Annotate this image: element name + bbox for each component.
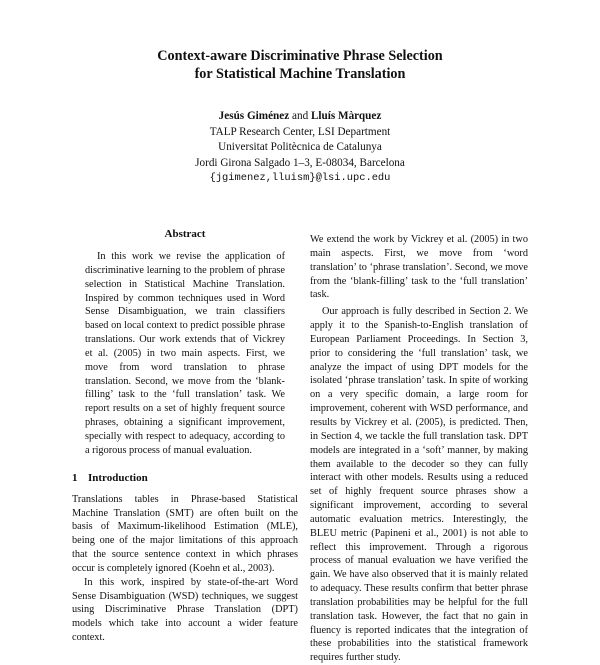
right-paragraph-1: We extend the work by Vickrey et al. (2005) in two main aspects. First, we move from ‘word translation’ to ‘phrase translation’. Second, we move from the ‘blank-filling’ task to the ‘full translation’ task. <box>310 234 528 301</box>
author-conjunction: and <box>292 110 309 122</box>
intro-paragraph-1: Translations tables in Phrase-based Statistical Machine Translation (SMT) are often built on the basis of Maximum-likelihood Estimation (MLE), being one of the major limitations of this approach that the source sentence context in which phrases occur is completely ignored (Koehn et al., 2003). <box>72 493 298 574</box>
paper-title <box>0 47 600 83</box>
author-block <box>0 109 600 187</box>
introduction-body <box>72 493 298 645</box>
intro-paragraph-2: In this work, inspired by state-of-the-art Word Sense Disambiguation (WSD) techniques, we suggest using Discriminative Phrase Translation (DPT) models which take into account a wider feature context. <box>72 576 298 644</box>
abstract <box>85 250 285 458</box>
affiliation-line-3: Jordi Girona Salgado 1–3, E-08034, Barcelona <box>195 156 405 169</box>
author-names <box>0 109 600 125</box>
section-heading-introduction <box>72 471 298 485</box>
author-1: Jesús Giménez <box>218 110 290 122</box>
title-line-2: for Statistical Machine Translation <box>194 66 406 82</box>
author-2: Lluís Màrquez <box>310 110 382 122</box>
affiliation-line-2: Universitat Politècnica de Catalunya <box>218 141 382 153</box>
right-paragraph-2: Our approach is fully described in Section 2. We apply it to the Spanish-to-English translation of European Parliament Proceedings. In Section 3, prior to considering the ‘full translation’ task, we analyze the impact of using DPT models for the isolated ‘phrase translation’ task. In spite of working on a very specific domain, a large room for improvement, coherent with WSD performance, and results by Vickrey et al. (2005), is predicted. Then, in Section 4, we tackle the full translation task. DPT models are integrated in a ‘soft’ manner, by making them available to the decoder so they can fully interact with other models. Results using a reduced set of highly frequent source phrases show a significant improvement, according to several automatic evaluation metrics. Interestingly, the BLEU metric (Papineni et al., 2001) is not able to reflect this improvement. Through a rigorous process of manual evaluation we have verified the gain. We have also observed that it is mainly related to adequacy. These results confirm that better phrase translation probabilities may be helpful for the full translation task. However, the fact that no gain in fluency is reported indicates that the integration of these probabilities into the statistical framework requires further study. <box>310 306 528 664</box>
abstract-heading: Abstract <box>164 228 206 240</box>
abstract-text: In this work we revise the application of discriminative learning to the problem of phrase selection in Statistical Machine Translation. Inspired by common techniques used in Word Sense Disambiguation, we train classifiers based on local context to predict possible phrase translations. Our work extends that of Vickrey et al. (2005) in two main aspects. First, we move from word translation to phrase translation. Second, we move from the ‘blank-filling’ task to the ‘full translation’ task. We report results on a set of highly frequent source phrases, obtaining a significant improvement, specially with respect to adequacy, according to a rigorous process of manual evaluation. <box>85 251 285 456</box>
right-column <box>310 233 528 665</box>
affiliation-line-1: TALP Research Center, LSI Department <box>209 125 391 138</box>
section-title: Introduction <box>88 471 148 484</box>
left-column <box>72 227 298 645</box>
author-email: {jgimenez,lluism}@lsi.upc.edu <box>209 172 391 184</box>
title-line-1: Context-aware Discriminative Phrase Selection <box>157 48 443 64</box>
section-number: 1 <box>72 471 78 484</box>
